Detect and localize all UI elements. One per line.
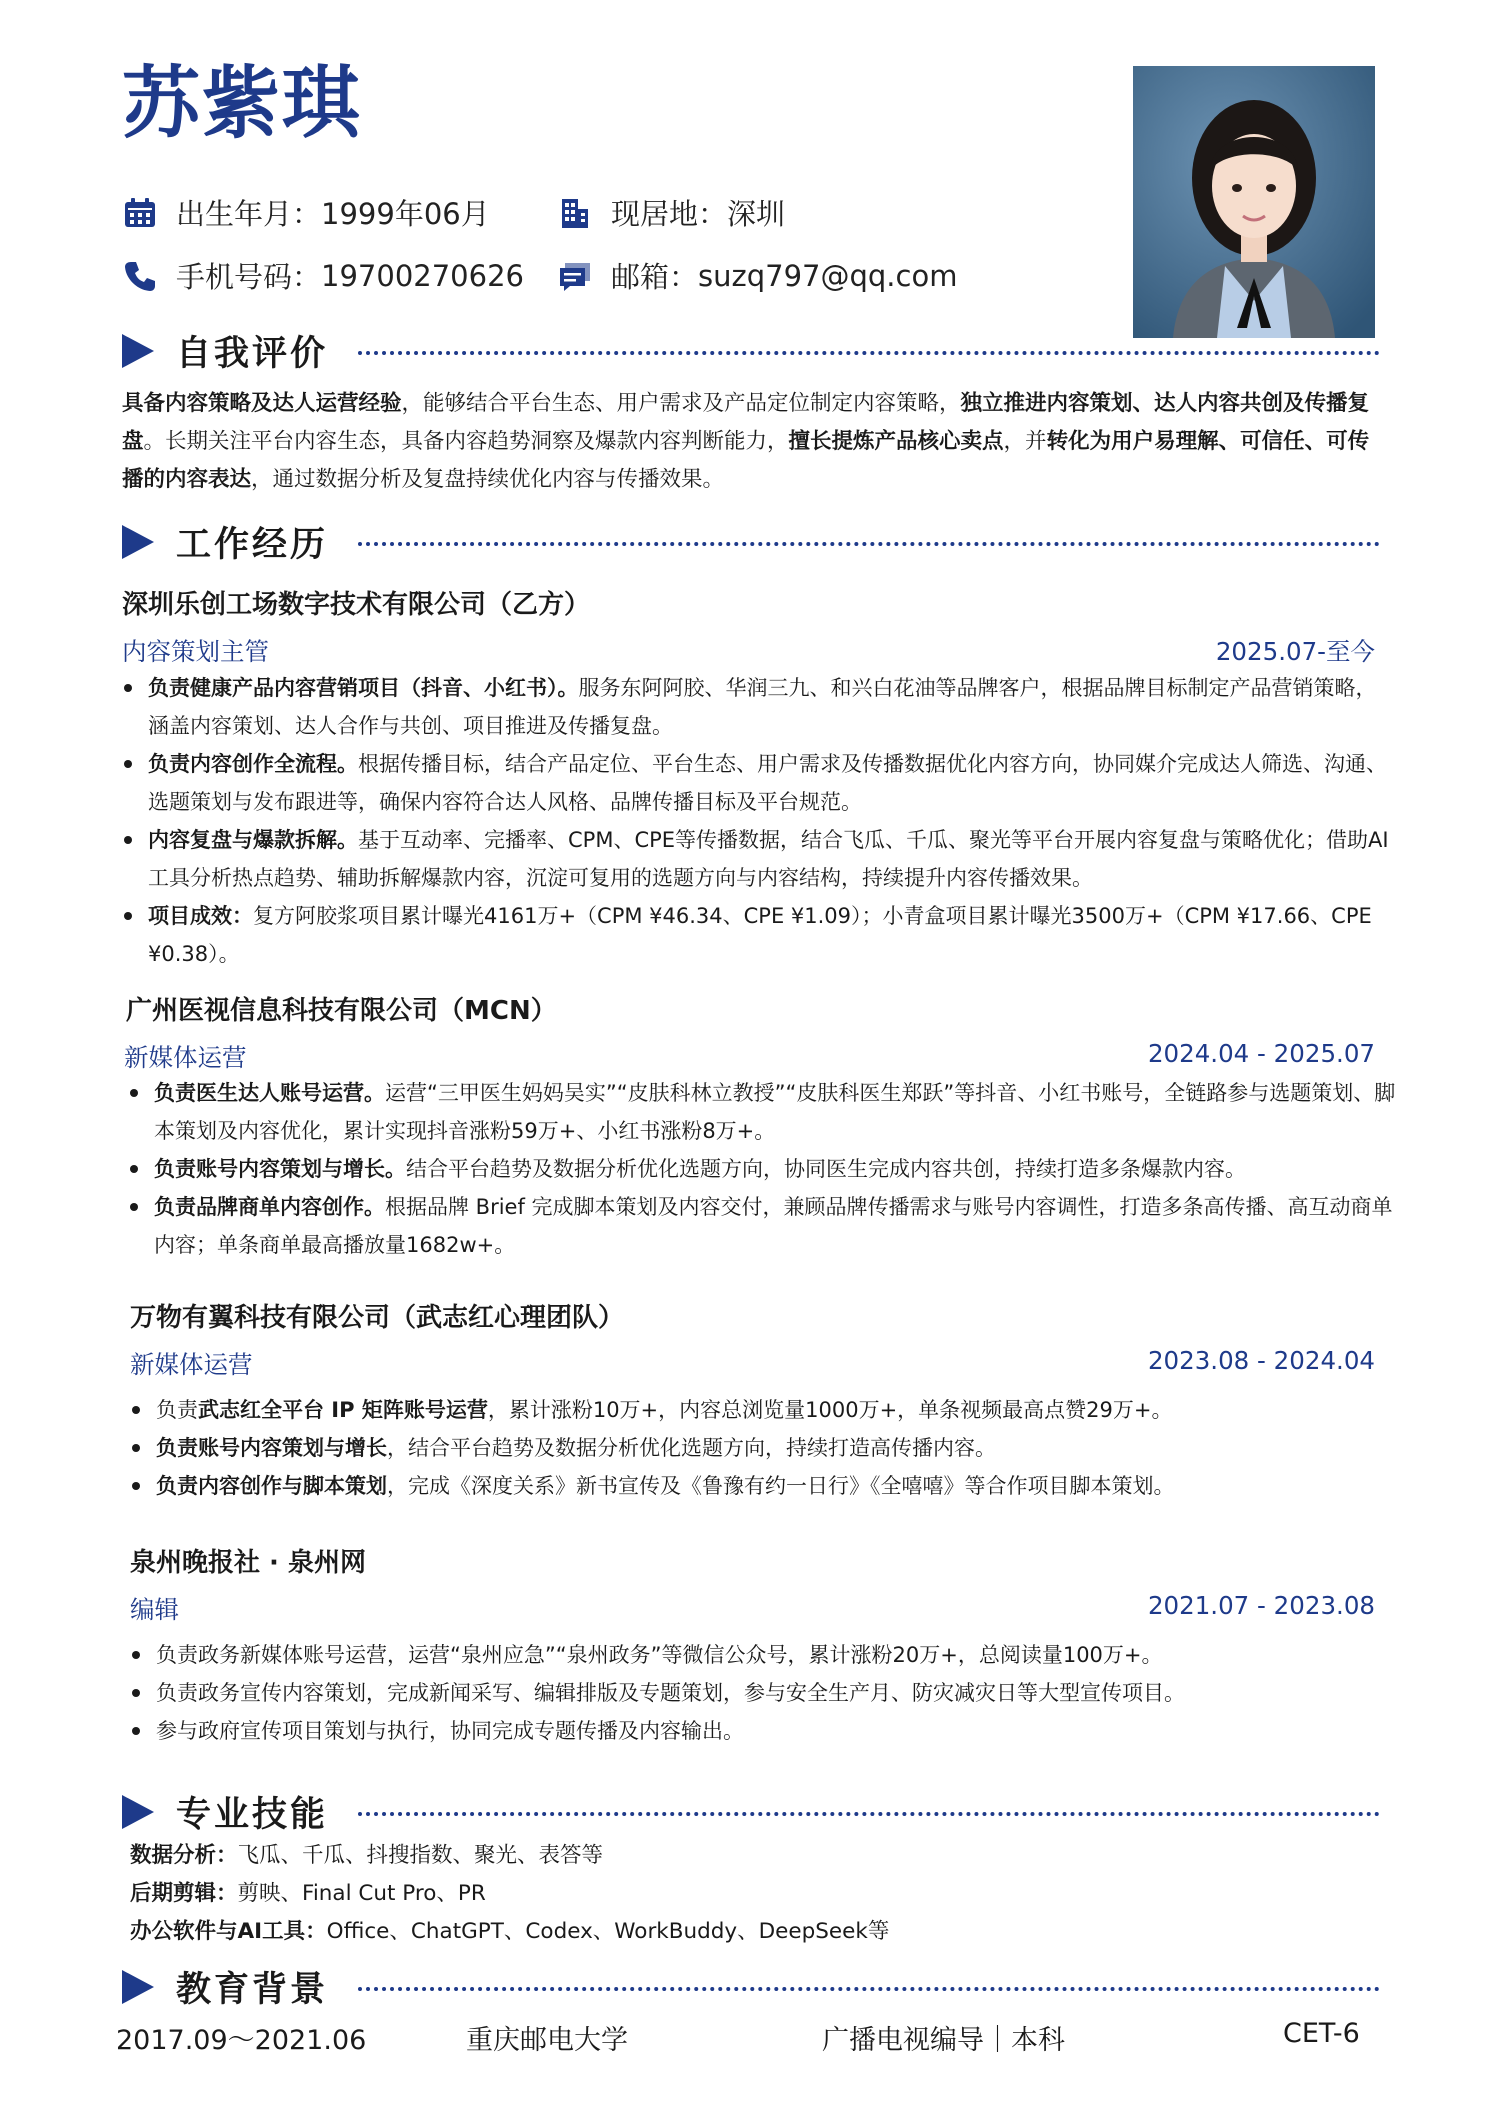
triangle-marker-icon	[122, 525, 154, 559]
self-eval-strength-2: 独立推进内容策划、达人内容共创及传播复盘	[122, 391, 1370, 454]
profile-photo	[1133, 66, 1375, 338]
triangle-marker-icon	[122, 1970, 154, 2004]
company-name: 深圳乐创工场数字技术有限公司（乙方）	[122, 590, 591, 620]
section-skills	[122, 1785, 1380, 1839]
self-eval-strength-3: 擅长提炼产品核心卖点	[788, 429, 1004, 454]
location-label: 现居地：	[611, 197, 728, 231]
company-name: 广州医视信息科技有限公司（MCN）	[126, 996, 557, 1026]
phone-info	[122, 255, 524, 296]
phone-icon	[122, 258, 158, 294]
candidate-name: 苏紫琪	[122, 59, 363, 149]
self-eval-text-1: ，能够结合平台生态、用户需求及产品定位制定内容策略，	[401, 391, 961, 416]
email-label: 邮箱：	[611, 260, 699, 294]
list-item: 参与政府宣传项目策划与执行，协同完成专题传播及内容输出。	[130, 1712, 1390, 1750]
job-role: 新媒体运营	[130, 1350, 253, 1379]
section-work	[122, 515, 1380, 569]
birth-value: 1999年06月	[321, 197, 490, 231]
section-title: 专业技能	[176, 1795, 329, 1835]
self-eval-text	[122, 385, 1384, 499]
skill-row: 数据分析：飞瓜、千瓜、抖搜指数、聚光、表答等	[130, 1843, 604, 1868]
job-role: 编辑	[130, 1595, 179, 1624]
section-title: 教育背景	[176, 1970, 329, 2010]
mail-icon	[557, 258, 593, 294]
list-item: 负责账号内容策划与增长，结合平台趋势及数据分析优化选题方向，持续打造高传播内容。	[130, 1429, 1390, 1467]
job-bullets	[130, 1636, 1390, 1750]
list-item: 负责政务宣传内容策划，完成新闻采写、编辑排版及专题策划，参与安全生产月、防灾减灾日等大型宣传项目。	[130, 1674, 1390, 1712]
company-name: 万物有翼科技有限公司（武志红心理团队）	[130, 1303, 625, 1333]
section-title: 工作经历	[176, 525, 329, 565]
list-item: 负责武志红全平台 IP 矩阵账号运营，累计涨粉10万+，内容总浏览量1000万+，单条视频最高点赞29万+。	[130, 1391, 1390, 1429]
dotted-divider	[358, 542, 1380, 546]
dotted-divider	[358, 1812, 1380, 1816]
job-bullets	[122, 669, 1392, 973]
self-eval-text-2: 。长期关注平台内容生态，具备内容趋势洞察及爆款内容判断能力，	[143, 429, 789, 454]
job-bullets	[128, 1074, 1410, 1264]
email-value: suzq797@qq.com	[698, 258, 958, 293]
calendar-icon	[122, 195, 158, 231]
job-bullets	[130, 1391, 1390, 1505]
birth-label: 出生年月：	[176, 197, 322, 231]
list-item: 负责内容创作与脚本策划，完成《深度关系》新书宣传及《鲁豫有约一日行》《全嘻嘻》等合作项目脚本策划。	[130, 1467, 1390, 1505]
section-title: 自我评价	[176, 334, 329, 374]
list-item: 内容复盘与爆款拆解。基于互动率、完播率、CPM、CPE等传播数据，结合飞瓜、千瓜、聚光等平台开展内容复盘与策略优化；借助AI工具分析热点趋势、辅助拆解爆款内容，沉淀可复用的选题方向与内容结构，持续提升内容传播效果。	[122, 821, 1392, 897]
birth-info	[122, 192, 490, 233]
location-info	[557, 192, 785, 233]
self-eval-text-4: ，通过数据分析及复盘持续优化内容与传播效果。	[251, 467, 725, 492]
education-period: 2017.09～2021.06	[116, 2025, 367, 2056]
list-item: 负责品牌商单内容创作。根据品牌 Brief 完成脚本策划及内容交付，兼顾品牌传播需求与账号内容调性，打造多条高传播、高互动商单内容；单条商单最高播放量1682w+。	[128, 1188, 1410, 1264]
section-self-eval	[122, 324, 1380, 378]
job-role: 内容策划主管	[122, 637, 269, 666]
education-school: 重庆邮电大学	[466, 2025, 628, 2056]
list-item: 负责账号内容策划与增长。结合平台趋势及数据分析优化选题方向，协同医生完成内容共创，持续打造多条爆款内容。	[128, 1150, 1410, 1188]
self-eval-strength-1: 具备内容策略及达人运营经验	[122, 391, 402, 416]
phone-value: 19700270626	[321, 258, 524, 293]
skill-row: 后期剪辑：剪映、Final Cut Pro、PR	[130, 1881, 486, 1906]
company-name: 泉州晚报社 · 泉州网	[130, 1548, 366, 1578]
self-eval-strength-4: 转化为用户易理解、可信任、可传播的内容表达	[122, 429, 1370, 492]
education-major: 广播电视编导｜本科	[822, 2025, 1065, 2056]
location-value: 深圳	[727, 197, 786, 231]
triangle-marker-icon	[122, 334, 154, 368]
job-date: 2024.04 - 2025.07	[1147, 1039, 1375, 1068]
dotted-divider	[358, 351, 1380, 355]
phone-label: 手机号码：	[176, 260, 322, 294]
job-role: 新媒体运营	[124, 1043, 247, 1072]
education-cert: CET-6	[1283, 2018, 1360, 2049]
list-item: 项目成效：复方阿胶浆项目累计曝光4161万+（CPM ¥46.34、CPE ¥1.09）；小青盒项目累计曝光3500万+（CPM ¥17.66、CPE ¥0.38）。	[122, 897, 1392, 973]
list-item: 负责医生达人账号运营。运营“三甲医生妈妈吴实”“皮肤科林立教授”“皮肤科医生郑跃”等抖音、小红书账号，全链路参与选题策划、脚本策划及内容优化，累计实现抖音涨粉59万+、小红书涨粉8万+。	[128, 1074, 1410, 1150]
list-item: 负责健康产品内容营销项目（抖音、小红书）。服务东阿阿胶、华润三九、和兴白花油等品牌客户，根据品牌目标制定产品营销策略，涵盖内容策划、达人合作与共创、项目推进及传播复盘。	[122, 669, 1392, 745]
job-date: 2021.07 - 2023.08	[1147, 1591, 1375, 1620]
list-item: 负责政务新媒体账号运营，运营“泉州应急”“泉州政务”等微信公众号，累计涨粉20万+，总阅读量100万+。	[130, 1636, 1390, 1674]
dotted-divider	[358, 1987, 1380, 1991]
list-item: 负责内容创作全流程。根据传播目标，结合产品定位、平台生态、用户需求及传播数据优化内容方向，协同媒介完成达人筛选、沟通、选题策划与发布跟进等，确保内容符合达人风格、品牌传播目标及平台规范。	[122, 745, 1392, 821]
triangle-marker-icon	[122, 1795, 154, 1829]
section-education	[122, 1960, 1380, 2014]
job-date: 2023.08 - 2024.04	[1147, 1346, 1375, 1375]
self-eval-text-3: ，并	[1003, 429, 1047, 454]
building-icon	[557, 195, 593, 231]
job-date: 2025.07-至今	[1215, 637, 1375, 666]
skill-row: 办公软件与AI工具：Office、ChatGPT、Codex、WorkBuddy、DeepSeek等	[130, 1919, 890, 1944]
email-info	[557, 255, 957, 296]
